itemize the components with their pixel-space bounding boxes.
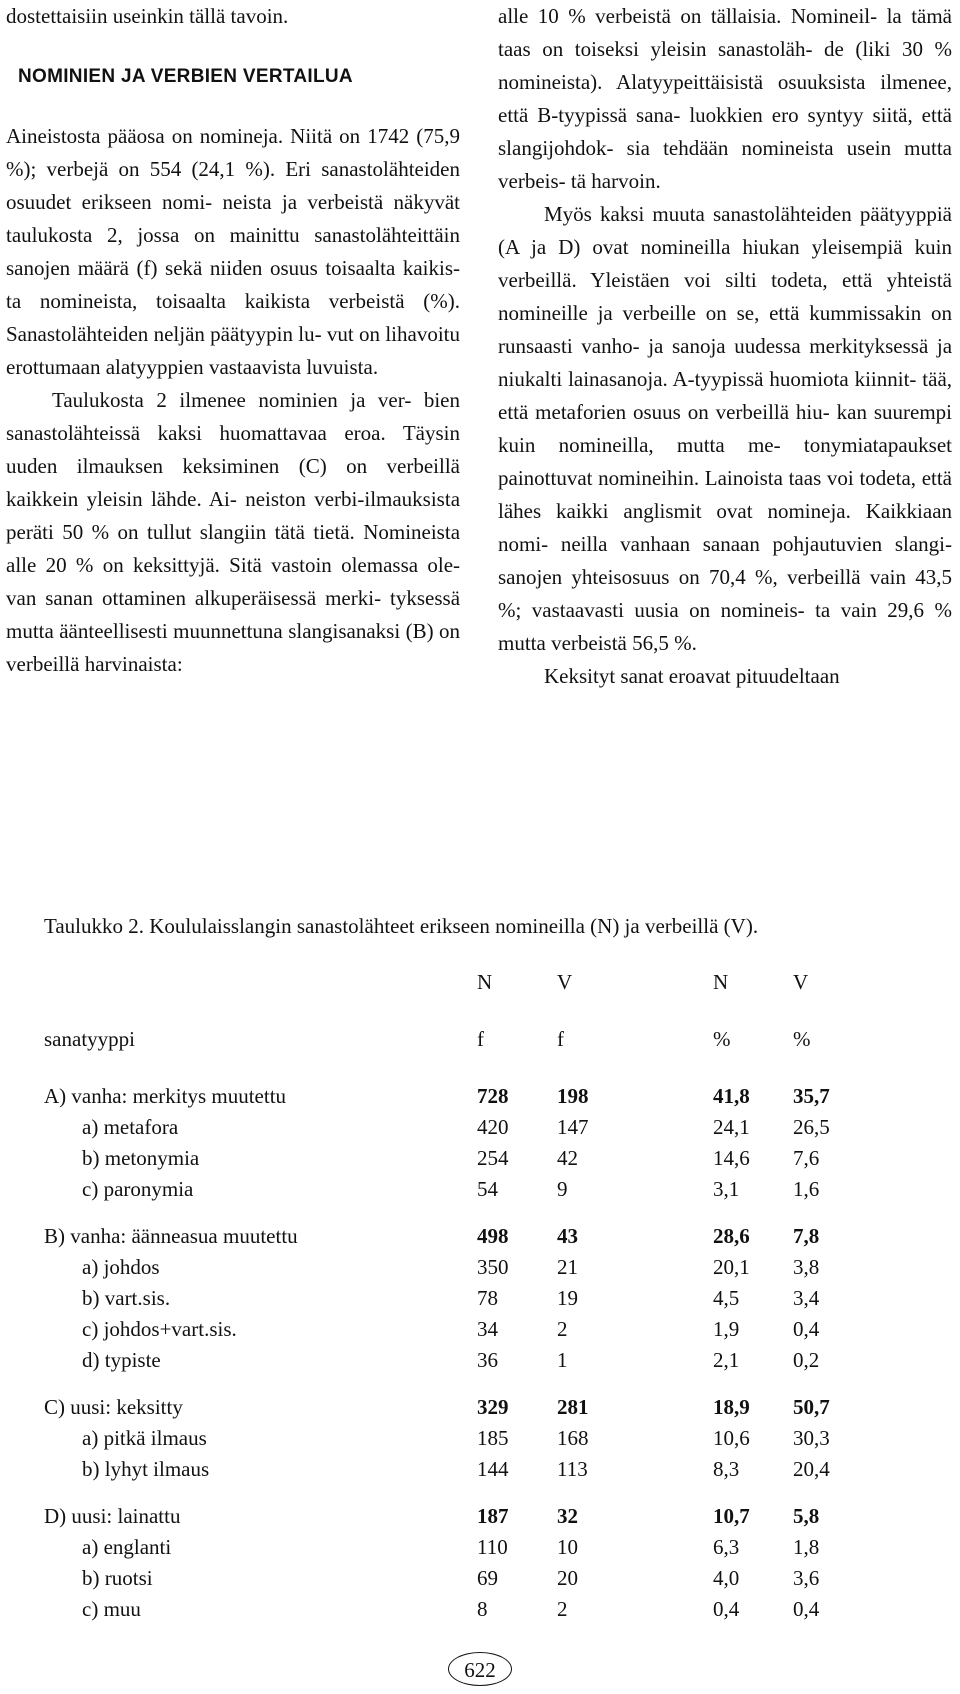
row-label: d) typiste (82, 1348, 161, 1372)
paragraph-2 (6, 384, 460, 681)
table-cell: 113 (557, 1457, 588, 1481)
table-cell: 24,1 (713, 1115, 750, 1139)
table-cell: 2 (557, 1597, 568, 1621)
table-cell: 28,6 (713, 1224, 750, 1248)
text-line: la tämä taas on toiseksi yleisin sanastoläh- (498, 4, 953, 61)
table-cell: 3,1 (713, 1177, 740, 1201)
text-line: tyksessä mutta äänteellisesti muunnettuna (6, 586, 461, 643)
row-label: b) vart.sis. (82, 1286, 171, 1310)
table-row (44, 1174, 944, 1205)
table-cell: 2 (557, 1317, 568, 1341)
text-line: tonymiatapaukset painottuvat nomineihin. (498, 433, 952, 490)
header-cell: % (713, 1027, 731, 1051)
row-label: b) metonymia (82, 1146, 200, 1170)
table-cell: 20 (557, 1566, 578, 1590)
text-line: tää, että metaforien osuus on verbeillä hiu- (498, 367, 953, 424)
table-cell: 21 (557, 1255, 578, 1279)
table-cell: 144 (477, 1457, 509, 1481)
table-row (44, 1314, 944, 1345)
table-cell: 35,7 (793, 1084, 830, 1108)
table-cell: 4,5 (713, 1286, 740, 1310)
table-row (44, 1423, 944, 1454)
table-cell: 254 (477, 1146, 509, 1170)
table-cell: 147 (557, 1115, 589, 1139)
table-cell: 0,4 (713, 1597, 740, 1621)
table-cell: 1,9 (713, 1317, 740, 1341)
table-cell: 350 (477, 1255, 509, 1279)
text-line: vut on lihavoitu erottumaan alatyyppien (6, 322, 460, 379)
text-line: sanastolähteiden osuudet erikseen nomi- (6, 157, 461, 214)
table-group-row (44, 1392, 944, 1423)
row-label: A) vanha: merkitys muutettu (44, 1084, 287, 1108)
text-line: (C) on verbeillä kaikkein yleisin lähde. Ai- (6, 454, 461, 511)
table-group-row (44, 1501, 944, 1532)
table-cell: 3,8 (793, 1255, 820, 1279)
text-line: (%). Sanastolähteiden neljän päätyypin lu- (6, 289, 461, 346)
table-cell: 50,7 (793, 1395, 830, 1419)
table-cell: 32 (557, 1504, 578, 1528)
text-line: tullut slangiin tätä tietä. Nomineista alle 20 (6, 520, 461, 577)
table-cell: 7,8 (793, 1224, 820, 1248)
text-line: yleisempiä kuin verbeillä. Yleistäen voi silti (498, 235, 952, 292)
text-line: luokkien ero syntyy siitä, että slangijohdok- (498, 103, 952, 160)
page-number: 622 (448, 1652, 512, 1686)
table-cell: 168 (557, 1426, 589, 1450)
text-line: Aineistosta pääosa on nomineja. Niitä on (6, 124, 361, 148)
paragraph-continued (498, 0, 952, 198)
table-row (44, 1345, 944, 1376)
table-row (44, 1112, 944, 1143)
table-cell: 728 (477, 1084, 509, 1108)
table-row (44, 1454, 944, 1485)
text-line: alle 10 % verbeistä on tällaisia. Nomineil- (498, 4, 878, 28)
table-group-row (44, 1221, 944, 1252)
section-heading: NOMINIEN JA VERBIEN VERTAILUA (18, 66, 353, 87)
table-cell: 36 (477, 1348, 498, 1372)
row-label: c) muu (82, 1597, 141, 1621)
table-row (44, 1143, 944, 1174)
header-cell: N (477, 970, 493, 994)
text-line: 1742 (75,9 %); verbejä on 554 (24,1 %). Eri (6, 124, 461, 181)
header-label: sanatyyppi (44, 1027, 135, 1051)
table-cell: 8,3 (713, 1457, 740, 1481)
table-caption: Taulukko 2. Koululaisslangin sanastolähteet erikseen nomineilla (N) ja verbeillä (V). (44, 914, 759, 938)
text-line: jossa on mainittu sanastolähteittäin sanojen (6, 223, 460, 280)
paragraph-1 (6, 120, 460, 384)
text-line: määrä (f) sekä niiden osuus toisaalta kaikis- (77, 256, 461, 280)
row-label: D) uusi: lainattu (44, 1504, 181, 1528)
text-line: neilla vanhaan sanaan pohjautuvien slangi- (560, 532, 952, 556)
table-cell: 69 (477, 1566, 498, 1590)
table-cell: 281 (557, 1395, 589, 1419)
table-cell: 10,7 (713, 1504, 750, 1528)
header-cell: % (793, 1027, 811, 1051)
row-label: c) paronymia (82, 1177, 194, 1201)
table-cell: 0,4 (793, 1317, 820, 1341)
table-cell: 8 (477, 1597, 488, 1621)
table-cell: 18,9 (713, 1395, 750, 1419)
table-cell: 187 (477, 1504, 509, 1528)
text-line: ja sanoja uudessa merkityksessä ja niukalti (498, 334, 953, 391)
table-cell: 198 (557, 1084, 589, 1108)
table-group-row (44, 1081, 944, 1112)
table-cell: 9 (557, 1177, 568, 1201)
row-label: B) vanha: äänneasua muutettu (44, 1224, 298, 1248)
text-line: slangisanaksi (B) on verbeillä harvinaista: (6, 619, 460, 676)
table-cell: 185 (477, 1426, 509, 1450)
left-column (6, 0, 460, 681)
data-table (44, 967, 944, 1641)
text-line: päätyyppiä (A ja D) ovat nomineilla hiukan (498, 202, 953, 259)
header-cell: f (557, 1027, 564, 1051)
table-cell: 6,3 (713, 1535, 740, 1559)
table-row (44, 1252, 944, 1283)
text-line: Myös kaksi muuta sanastolähteiden (544, 202, 852, 226)
text-line: Taulukosta 2 ilmenee nominien ja ver- (52, 388, 412, 412)
text-line: dostettaisiin useinkin tällä tavoin. (6, 4, 289, 28)
text-line: ta vain 29,6 % mutta verbeistä 56,5 %. (498, 598, 953, 655)
table-cell: 329 (477, 1395, 509, 1419)
table-cell: 1,6 (793, 1177, 820, 1201)
text-line: Keksityt sanat eroavat pituudeltaan (544, 664, 840, 688)
table-cell: 34 (477, 1317, 498, 1341)
text-line: sanojen yhteisosuus on 70,4 %, verbeillä (498, 565, 861, 589)
row-label: a) johdos (82, 1255, 160, 1279)
table-cell: 7,6 (793, 1146, 820, 1170)
table-row (44, 1532, 944, 1563)
table-cell: 14,6 (713, 1146, 750, 1170)
text-line: neiston verbi-ilmauksista peräti 50 % on (6, 487, 461, 544)
text-line: tä harvoin. (570, 169, 661, 193)
table-cell: 10 (557, 1535, 578, 1559)
header-cell: f (477, 1027, 484, 1051)
text-line: anglismit ovat nomineja. Kaikkiaan nomi- (498, 499, 953, 556)
table-cell: 10,6 (713, 1426, 750, 1450)
table-row (44, 1594, 944, 1625)
table-cell: 3,4 (793, 1286, 820, 1310)
table-cell: 3,6 (793, 1566, 820, 1590)
header-cell: V (793, 970, 809, 994)
text-line: van sanan ottaminen alkuperäisessä merki- (6, 586, 382, 610)
text-line: kan suurempi kuin nomineilla, mutta me- (498, 400, 952, 457)
table-cell: 26,5 (793, 1115, 830, 1139)
paragraph-continued (6, 0, 460, 33)
table-cell: 2,1 (713, 1348, 740, 1372)
table-cell: 43 (557, 1224, 578, 1248)
header-cell: V (557, 970, 573, 994)
text-line: % on keksittyjä. Sitä vastoin olemassa ole- (75, 553, 461, 577)
table-row (44, 1563, 944, 1594)
table-cell: 5,8 (793, 1504, 820, 1528)
row-label: a) metafora (82, 1115, 179, 1139)
table-cell: 78 (477, 1286, 498, 1310)
row-label: b) ruotsi (82, 1566, 153, 1590)
table-cell: 420 (477, 1115, 509, 1139)
row-label: b) lyhyt ilmaus (82, 1457, 210, 1481)
table-body (44, 1081, 944, 1625)
table-cell: 30,3 (793, 1426, 830, 1450)
table-cell: 54 (477, 1177, 498, 1201)
header-cell: N (713, 970, 729, 994)
paragraph-3 (498, 660, 952, 693)
table-cell: 41,8 (713, 1084, 750, 1108)
row-label: a) pitkä ilmaus (82, 1426, 207, 1450)
table-cell: 1 (557, 1348, 568, 1372)
text-line: de (liki 30 % nomineista). Alatyypeittäisistä (498, 37, 953, 94)
text-line: vastaavista luvuista. (208, 355, 379, 379)
text-line: on se, että kummissakin on runsaasti vanho- (498, 301, 952, 358)
table-cell: 19 (557, 1286, 578, 1310)
text-line: vain 43,5 %; vastaavasti uusia on nomineis- (498, 565, 953, 622)
row-label: C) uusi: keksitty (44, 1395, 183, 1419)
table-header-row-1 (44, 967, 944, 998)
table-cell: 20,1 (713, 1255, 750, 1279)
text-line: osuuksista ilmenee, että B-tyypissä sana- (498, 70, 952, 127)
table-cell: 4,0 (713, 1566, 740, 1590)
table-cell: 1,8 (793, 1535, 820, 1559)
text-line: sia tehdään nomineista usein mutta verbeis- (498, 136, 953, 193)
text-line: neista ja verbeistä näkyvät taulukosta 2, (6, 190, 461, 247)
table-cell: 498 (477, 1224, 509, 1248)
right-column (498, 0, 952, 693)
paragraph-2 (498, 198, 952, 660)
table-cell: 0,4 (793, 1597, 820, 1621)
text-line: Lainoista taas voi todeta, että lähes kaikki (498, 466, 953, 523)
table-header-row-2 (44, 1024, 944, 1055)
text-line: ta nomineista, toisaalta kaikista verbeistä (6, 289, 405, 313)
text-line: todeta, että yhteistä nomineille ja verbeille (498, 268, 952, 325)
table-cell: 0,2 (793, 1348, 820, 1372)
table-cell: 110 (477, 1535, 508, 1559)
table-cell: 20,4 (793, 1457, 830, 1481)
row-label: a) englanti (82, 1535, 172, 1559)
table-row (44, 1283, 944, 1314)
text-line: bien sanastolähteissä kaksi huomattavaa (6, 388, 460, 445)
table-cell: 42 (557, 1146, 578, 1170)
row-label: c) johdos+vart.sis. (82, 1317, 237, 1341)
text-line: eroa. Täysin uuden ilmauksen keksiminen (6, 421, 461, 478)
text-line: lainasanoja. A-tyypissä huomiota kiinnit- (568, 367, 917, 391)
